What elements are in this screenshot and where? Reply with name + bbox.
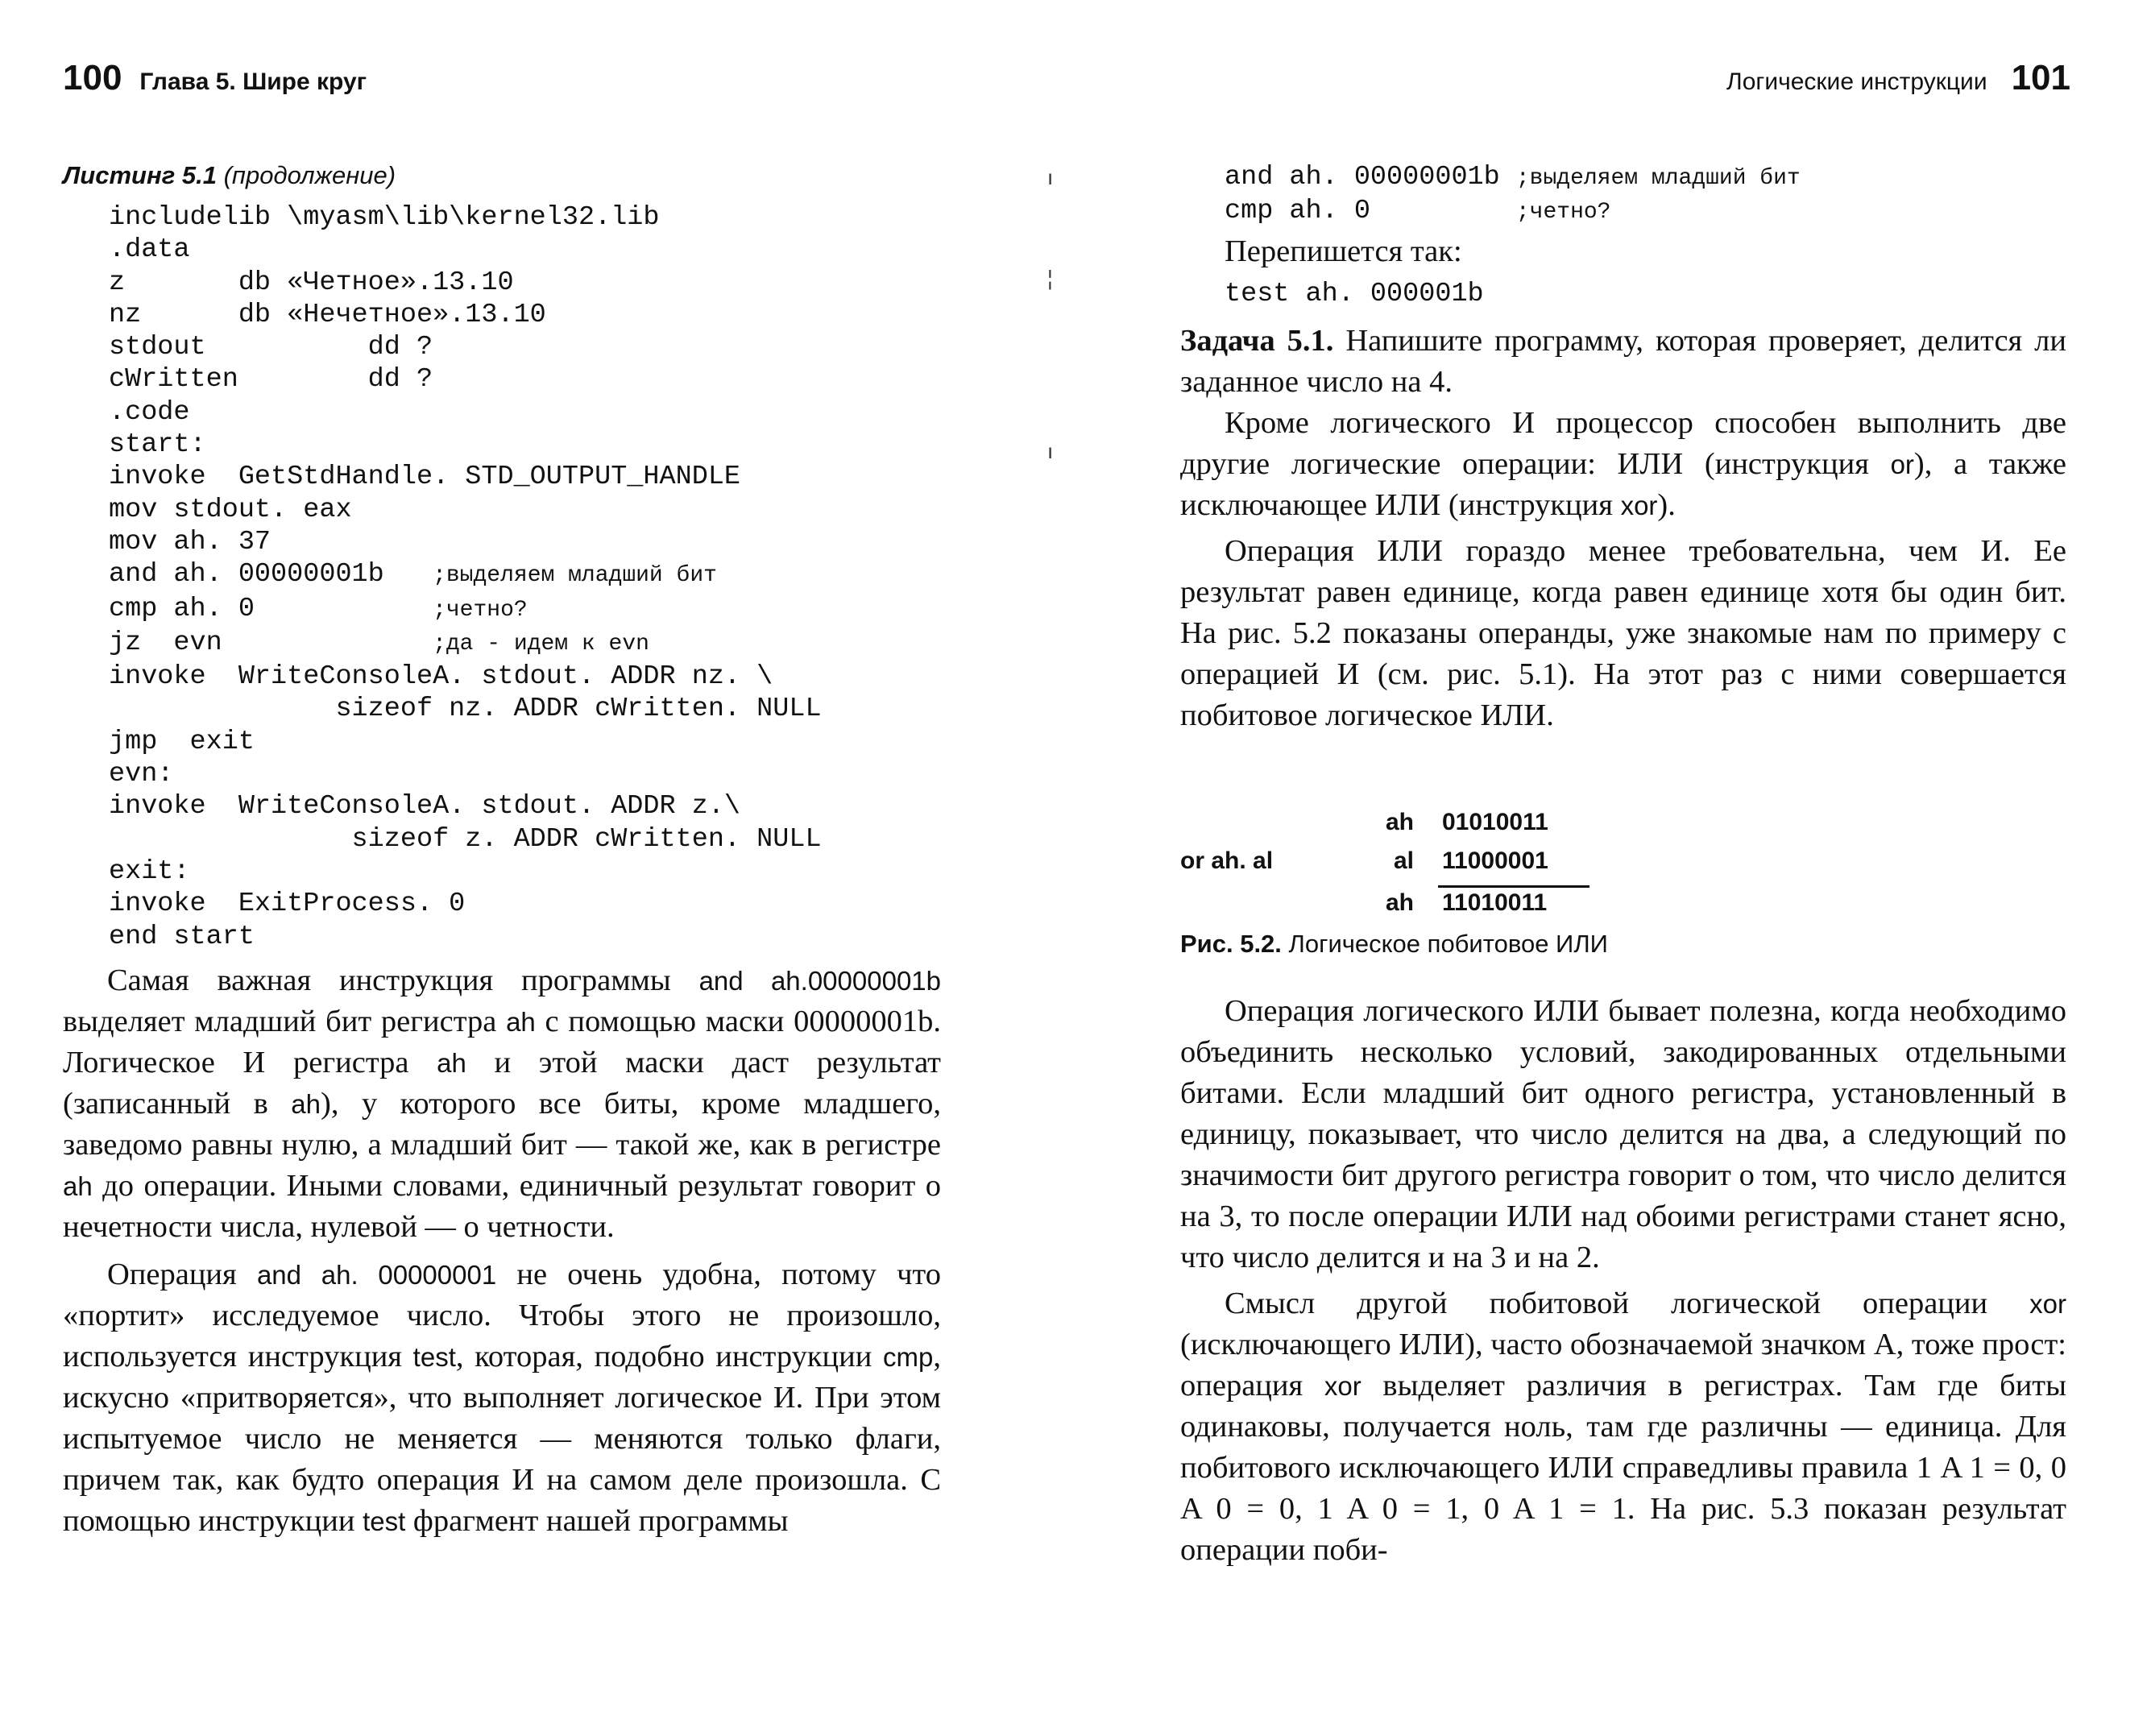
inline-code: xor — [1324, 1371, 1361, 1401]
code-line: jmp exit — [109, 726, 255, 757]
text-run: Операция — [107, 1257, 257, 1291]
inline-code: ah — [63, 1171, 93, 1201]
text-run: фрагмент нашей программы — [405, 1504, 789, 1538]
code-comment: ;выделяем младший бит — [1515, 166, 1801, 191]
inline-code: xor — [1620, 491, 1658, 520]
code-line: cmp ah. 0 — [1225, 196, 1516, 227]
inline-code: and ah.00000001b — [698, 966, 942, 996]
figure-result-line — [1438, 885, 1589, 888]
code-line: exit: — [109, 856, 190, 887]
task-label: Задача 5.1. — [1180, 324, 1334, 358]
right-running-header — [1726, 58, 2070, 98]
code-listing — [109, 201, 822, 953]
inline-code: ah — [506, 1007, 536, 1037]
paragraph — [1180, 403, 2066, 526]
left-running-header — [63, 58, 367, 98]
chapter-title: Глава 5. Шире круг — [139, 68, 367, 95]
figure-register: ah — [1385, 889, 1414, 916]
left-page-number: 100 — [63, 58, 122, 97]
caption-text: Логическое побитовое ИЛИ — [1288, 930, 1608, 958]
inline-code: xor — [2029, 1289, 2066, 1319]
code-line: includelib \myasm\lib\kernel32.lib — [109, 202, 660, 233]
code-line: invoke WriteConsoleA. stdout. ADDR nz. \ — [109, 661, 773, 693]
code-line: evn: — [109, 759, 174, 790]
code-line: invoke ExitProcess. 0 — [109, 889, 466, 920]
text-run: не очень удобна, потому что «портит» исследуемое число. Чтобы этого не произошло, используется инструкция — [63, 1257, 941, 1373]
paragraph — [1180, 1283, 2066, 1571]
code-line: and ah. 00000001b — [109, 559, 433, 590]
listing-continued: (продолжение) — [223, 161, 396, 189]
text-run: , которая, подобно инструкции — [455, 1340, 884, 1373]
text-run: (исключающего ИЛИ), часто обозначаемой значком A, тоже прост: операция — [1180, 1328, 2066, 1402]
text-run: до операции. Иными словами, единичный результат говорит о нечетности числа, нулевой — о четности. — [63, 1169, 941, 1244]
right-page — [1076, 0, 2151, 1736]
figure-register: ah — [1385, 809, 1414, 835]
inline-code: test — [363, 1506, 406, 1536]
inline-code: test — [412, 1342, 456, 1372]
paragraph: Операция логического ИЛИ бывает полезна, когда необходимо объединить несколько условий, закодированных отдельными битами. Если младший бит одного регистра, установленный в единицу, показывает, что число делится на два, а следующий по значимости бит другого регистра говорит о том, что число делится на 3, то после операции ИЛИ над обоими регистрами станет ясно, что число делится и на 3 и на 2. — [1180, 994, 2066, 1274]
text-run: и этой маски даст результат (записанный в — [63, 1046, 941, 1121]
code-line: stdout dd ? — [109, 332, 433, 363]
figure-operation: or ah. al — [1180, 847, 1274, 874]
inline-code: or — [1890, 450, 1914, 479]
code-line: sizeof nz. ADDR cWritten. NULL — [109, 694, 822, 725]
rewrite-label: Перепишется так: — [1225, 234, 1462, 268]
text-run: , искусно «притворяется», что выполняет логическое И. При этом испытуемое число не меняется — меняются только флаги, причем так, как будто операция И на самом деле произошла. С помощью инструкции — [63, 1340, 941, 1538]
figure-caption — [1180, 930, 1608, 959]
inline-code: ah — [437, 1048, 466, 1078]
caption-label: Рис. 5.2. — [1180, 930, 1282, 958]
section-title: Логические инструкции — [1726, 68, 1987, 95]
code-line: nz db «Нечетное».13.10 — [109, 299, 546, 330]
margin-mark: ı — [1047, 165, 1054, 189]
figure-register: al — [1393, 847, 1414, 874]
paragraph — [63, 1254, 941, 1542]
code-line: and ah. 00000001b — [1225, 162, 1516, 193]
code-line: mov ah. 37 — [109, 526, 271, 557]
figure-value: 11010011 — [1442, 889, 1548, 916]
figure-value: 11000001 — [1442, 847, 1548, 874]
task-text: Напишите программу, которая проверяет, делится ли заданное число на 4. — [1180, 324, 2066, 399]
code-line: cWritten dd ? — [109, 364, 433, 396]
text-run: выделяет младший бит регистра — [63, 1005, 507, 1038]
right-body-text-bottom — [1180, 991, 2066, 1571]
code-line: invoke GetStdHandle. STD_OUTPUT_HANDLE — [109, 462, 741, 493]
listing-title — [63, 161, 396, 190]
text-run: выделяет различия в регистрах. Там где биты одинаковы, получается ноль, там где различны — единица. Для побитового исключающего ИЛИ справедливы правила 1 A 1 = 0, 0 A 0 = 0, 1 A 0 = 1, 0 A 1 = 1. На рис. 5.3 показан результат операции поби- — [1180, 1369, 2066, 1567]
inline-code: ah — [291, 1089, 321, 1119]
code-line: jz evn — [109, 627, 433, 658]
inline-code: and ah. 00000001 — [256, 1260, 497, 1290]
code-comment: ;выделяем младший бит — [433, 563, 717, 589]
paragraph — [63, 960, 941, 1248]
task-paragraph — [1180, 321, 2066, 403]
figure-5-2 — [1180, 806, 1744, 983]
text-run: ). — [1657, 488, 1676, 522]
text-run: Кроме логического И процессор способен выполнить две другие логические операции: ИЛИ (инструкция — [1180, 406, 2066, 481]
code-line: sizeof z. ADDR cWritten. NULL — [109, 823, 822, 855]
text-run: с помощью маски 00000001b. Логическое И регистра — [63, 1005, 941, 1079]
code-line: .code — [109, 396, 190, 428]
rewrite-code: test ah. 000001b — [1225, 279, 1484, 309]
text-run: ), а также исключающее ИЛИ (инструкция — [1180, 447, 2066, 522]
code-comment: ;четно? — [1515, 200, 1611, 226]
code-comment: ;да - идем к evn — [433, 631, 649, 657]
listing-label: Листинг 5.1 — [63, 161, 217, 189]
paragraph: Операция ИЛИ гораздо менее требовательна, чем И. Ее результат равен единице, когда равен единице хотя бы один бит. На рис. 5.2 показаны операнды, уже знакомые нам по примеру с операцией И (см. рис. 5.1). На этот раз с ними совершается побитовое логическое ИЛИ. — [1180, 534, 2066, 732]
text-run: Смысл другой побитовой логической операции — [1225, 1286, 2030, 1320]
left-body-text — [63, 960, 941, 1542]
code-line: end start — [109, 921, 255, 952]
margin-mark: ı — [1047, 439, 1054, 463]
margin-mark: ¦ — [1047, 266, 1053, 290]
right-body-text-top — [1180, 321, 2066, 736]
code-comment: ;четно? — [433, 597, 528, 623]
code-line: invoke WriteConsoleA. stdout. ADDR z.\ — [109, 791, 741, 822]
code-line: z db «Четное».13.10 — [109, 267, 514, 298]
code-line: .data — [109, 234, 190, 266]
right-page-number: 101 — [2011, 58, 2070, 97]
text-run: Самая важная инструкция программы — [107, 963, 699, 997]
inline-code: cmp — [883, 1342, 934, 1372]
code-line: start: — [109, 429, 206, 461]
text-run: ), у которого все биты, кроме младшего, заведомо равны нулю, а младший бит — такой же, как в регистре — [63, 1087, 941, 1162]
figure-value: 01010011 — [1442, 809, 1548, 835]
code-line: mov stdout. eax — [109, 494, 352, 525]
code-fragment — [1225, 161, 1801, 230]
code-line: cmp ah. 0 — [109, 593, 433, 624]
